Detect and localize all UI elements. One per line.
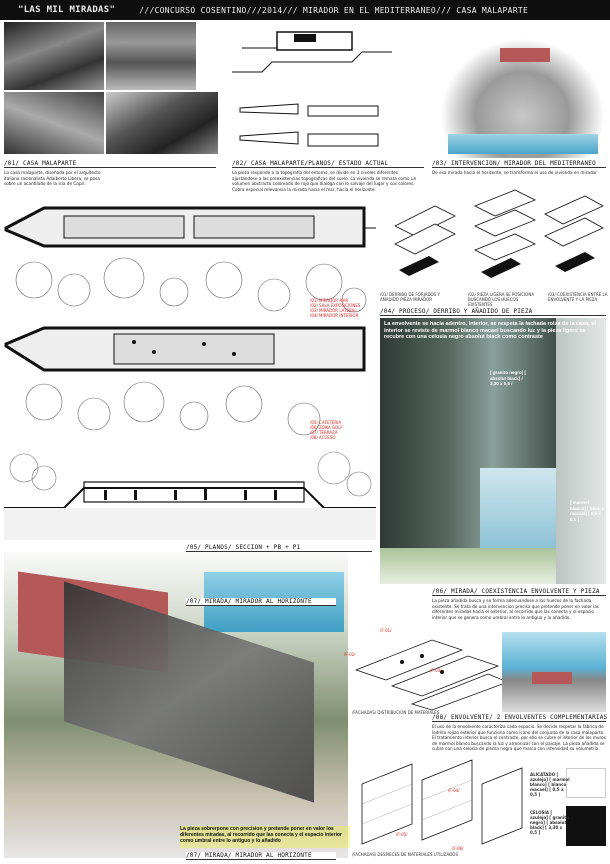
poster-subtitle: ///CONCURSO COSENTINO///2014/// MIRADOR EN EL MEDITERRANEO/// CASA MALAPARTE	[139, 5, 529, 15]
longitudinal-section	[4, 448, 376, 540]
facade-material-panels	[352, 754, 532, 854]
fa-label-2: /F-02/	[344, 652, 356, 657]
fa-label-4: /F-04/	[448, 788, 460, 793]
section-elevation-drawing	[232, 26, 392, 76]
diagram-caption-3: /03/ COEXISTENCIA ENTRE LA ENVOLVENTE Y LA PIEZA	[548, 292, 608, 302]
title-s03: /03/ INTERVENCION/ MIRADOR DEL MEDITERRANEO	[432, 160, 606, 168]
interior-wall-right	[556, 318, 606, 584]
photo-capri-rocks	[106, 22, 196, 90]
diagram-caption-2: /02/ PIEZA LIGERA SE POSICIONA BUSCANDO LOS HUECOS EXISTENTES	[468, 292, 535, 307]
floor-plan-lower	[4, 324, 376, 434]
text-s01: La casa malaparte, diseñada por el arquitecto italiano racionalista Adalberto Libera, se posa sobre un acantilado de la isla de Capri.	[4, 170, 101, 187]
photo-roof-stairs	[106, 92, 218, 154]
process-diagram-axonometrics	[385, 186, 607, 290]
sea-strip	[448, 134, 598, 154]
legend-item: /01/ MIRADOR MAR	[310, 298, 349, 303]
text-s02: La pieza responde a la topografía del entorno, se divide en 3 niveles diferentes ajustandose a las preexistencias topograficas del suelo. La vivienda se remata como un volumen abstracto coloreado de rojo que dialoga con lo salvaje del lugar y sus colores. Cobra especial relevancia la mirada hacia el mar, hacia el horizonte.	[232, 170, 417, 192]
title-s02: /02/ CASA MALAPARTE/PLANOS/ ESTADO ACTUAL	[232, 160, 424, 168]
red-house-roof	[500, 48, 550, 62]
annotation-despieces: /FACHADAS/ DESPIECES DE MATERIALES UTILIZADOS	[352, 852, 458, 857]
swatch-marmol	[566, 768, 606, 798]
fa-label-6: /F-06/	[452, 846, 464, 851]
title-s07: /07/ MIRADA/ MIRADOR AL HORIZONTE	[186, 598, 336, 606]
fa-label-5: /F-05/	[396, 832, 408, 837]
legend-item: /07/ TERRAZA	[310, 430, 338, 435]
material-celosia: CELOSIA [ azulejo] [ granito negro] [ absolut black] [ 3,30 x 0,5 ]	[530, 810, 569, 835]
legend-plan1	[310, 298, 380, 324]
photo-house-facade	[4, 92, 104, 154]
overlay-s04: La envolvente se hacia adentro, interior, se respeta la fachada roiza de la casa, el interior se reviste de marmol blanco macael buscando luz y la pieza ligero se recubre con una celosia negro absolut black como contraste	[384, 321, 596, 340]
annotation-fachadas: /FACHADAS/ DISTRIBUCION DE MATERIALES	[352, 710, 440, 715]
title-s07b: /07/ MIRADA/ MIRADOR AL HORIZONTE	[186, 852, 336, 860]
swatch-granito	[566, 806, 606, 846]
poster-title: "LAS MIL MIRADAS"	[18, 5, 116, 15]
legend-plan2	[310, 420, 380, 446]
legend-item: /06/ ZONA GOLF	[310, 425, 343, 430]
fa-label-3: /F-03/	[430, 668, 442, 673]
material-alicatado: ALICATADO [ azulejo] [ marmol blanco] [ blanco macael] [ 0,5 x 0,5 ]	[530, 772, 570, 797]
render-mirador-collage	[502, 632, 606, 712]
material-label-marmol: [ marmol blanco] [ blanco macael] [ 0,5 x 0,5 ]	[570, 500, 605, 522]
text-s03: De esa mirada hacia el horizonte, se transforma el uso de vivienda en mirador	[432, 170, 597, 175]
title-s08: /08/ ENVOLVENTE/ 2 ENVOLVENTES COMPLEMENTARIAS	[432, 714, 608, 721]
poster-header	[0, 0, 610, 20]
legend-item: /03/ MIRADOR LATERAL	[310, 308, 357, 313]
diagram-caption-1: /01/ DERRIBO DE FORJADOS Y AÑADIDO PIEZA MIRADOR	[380, 292, 440, 302]
text-s06: La pieza añadida busca y se forma adecuandose a los huecos de la fachada existente. Se trata de una intervencion precisa que pretende poner en valor las diferentes miradas hacia el exterior, al recorrido que las conecta y el espacio interior que se genera como umbral entre lo antiguo y lo añadido.	[432, 598, 600, 620]
legend-item: /05/ CAFETERIA	[310, 420, 342, 425]
legend-item: /04/ MIRADOR INTERIOR	[310, 313, 359, 318]
title-s01: /01/ CASA MALAPARTE	[4, 160, 216, 168]
title-s06: /06/ MIRADA/ COEXISTENCIA ENVOLVENTE Y PIEZA	[432, 588, 606, 596]
title-s05: /05/ PLANOS/ SECCION + PB + P1	[186, 544, 372, 552]
photo-malaparte-cliff	[4, 22, 104, 90]
fa-label-1: /F-01/	[380, 628, 392, 633]
overlay-s07: La pieza sobrerpone con precision y pretende poner en valor los diferentes miradas, al recorrido que las conecta y el espacio interior como umbral entre lo antiguo y lo añadido	[180, 826, 350, 848]
legend-item: /08/ ACCESO	[310, 435, 336, 440]
plan-thumbnails	[238, 98, 408, 154]
material-label-granito: [ granito negro] [ absolut black] / 3,30 x 0,5 /	[490, 370, 526, 386]
red-house-small	[532, 672, 572, 684]
text-s08: El uso de la envolvente caracteriza cada espacio. Se decide respetar la fabrica de ladrillo rojizo exterior que funciona como icono del conjunto de la casa malaparte. El tratamiento interior busca el contraste, por ello se cubre el interior de los muros de marmol blanco buscando la luz y armonizar con el paisaje. La pieza añadida se cubre con una celosia de piedra negra que marca con intensidad su volumetria.	[432, 724, 606, 752]
render-interior-mirador	[380, 318, 606, 584]
legend-item: /02/ SALA EXPOSICIONES	[310, 303, 361, 308]
title-s04: /04/ PROCESO/ DERRIBO Y AÑADIDO DE PIEZA	[380, 308, 606, 316]
